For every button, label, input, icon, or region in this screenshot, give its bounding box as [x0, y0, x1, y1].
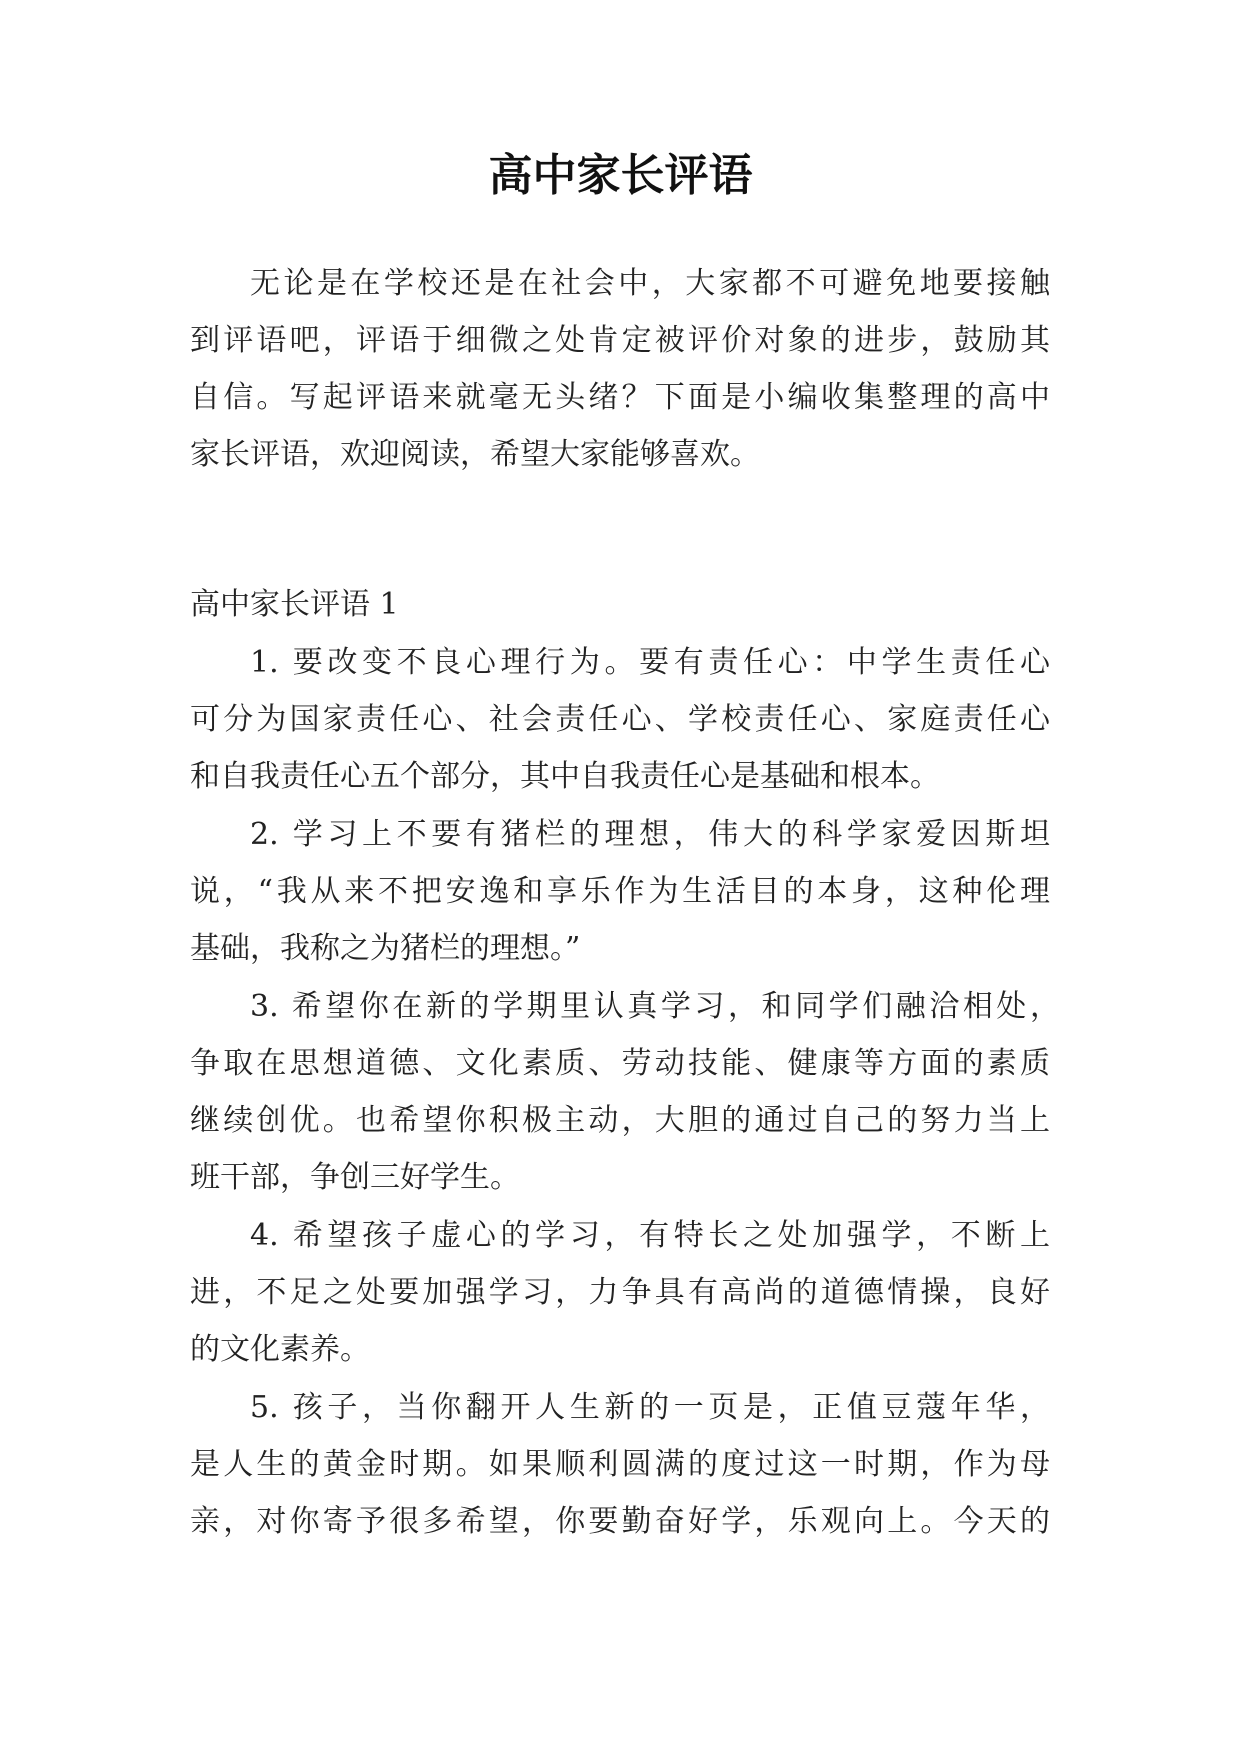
paragraph-line: 家长评语，欢迎阅读，希望大家能够喜欢。	[190, 437, 760, 472]
paragraph-line: 4. 希望孩子虚心的学习，有特长之处加强学，不断上	[250, 1218, 1050, 1253]
paragraph-line: 无论是在学校还是在社会中，大家都不可避免地要接触	[250, 266, 1050, 301]
paragraph-line: 自信。写起评语来就毫无头绪？下面是小编收集整理的高中	[190, 380, 1050, 415]
paragraph-line: 亲，对你寄予很多希望，你要勤奋好学，乐观向上。今天的	[190, 1504, 1050, 1539]
paragraph-line: 可分为国家责任心、社会责任心、学校责任心、家庭责任心	[190, 702, 1050, 737]
paragraph-line: 班干部，争创三好学生。	[190, 1160, 520, 1195]
paragraph-line: 的文化素养。	[190, 1332, 370, 1367]
paragraph-line: 到评语吧，评语于细微之处肯定被评价对象的进步，鼓励其	[190, 323, 1050, 358]
paragraph-line: 1. 要改变不良心理行为。要有责任心：中学生责任心	[250, 645, 1050, 680]
paragraph-line: 是人生的黄金时期。如果顺利圆满的度过这一时期，作为母	[190, 1447, 1050, 1482]
paragraph-line: 说，“我从来不把安逸和享乐作为生活目的本身，这种伦理	[190, 874, 1050, 909]
document-title: 高中家长评语	[488, 150, 753, 201]
paragraph-line: 基础，我称之为猪栏的理想。”	[190, 931, 581, 966]
paragraph-line: 继续创优。也希望你积极主动，大胆的通过自己的努力当上	[190, 1103, 1050, 1138]
paragraph-line: 2. 学习上不要有猪栏的理想，伟大的科学家爱因斯坦	[250, 817, 1050, 852]
section-heading: 高中家长评语 1	[190, 587, 399, 622]
paragraph-line: 争取在思想道德、文化素质、劳动技能、健康等方面的素质	[190, 1046, 1050, 1081]
paragraph-line: 进，不足之处要加强学习，力争具有高尚的道德情操，良好	[190, 1275, 1050, 1310]
paragraph-line: 3. 希望你在新的学期里认真学习，和同学们融洽相处，	[250, 989, 1060, 1024]
paragraph-line: 和自我责任心五个部分，其中自我责任心是基础和根本。	[190, 759, 940, 794]
paragraph-line: 5. 孩子，当你翻开人生新的一页是，正值豆蔻年华，	[250, 1390, 1050, 1425]
